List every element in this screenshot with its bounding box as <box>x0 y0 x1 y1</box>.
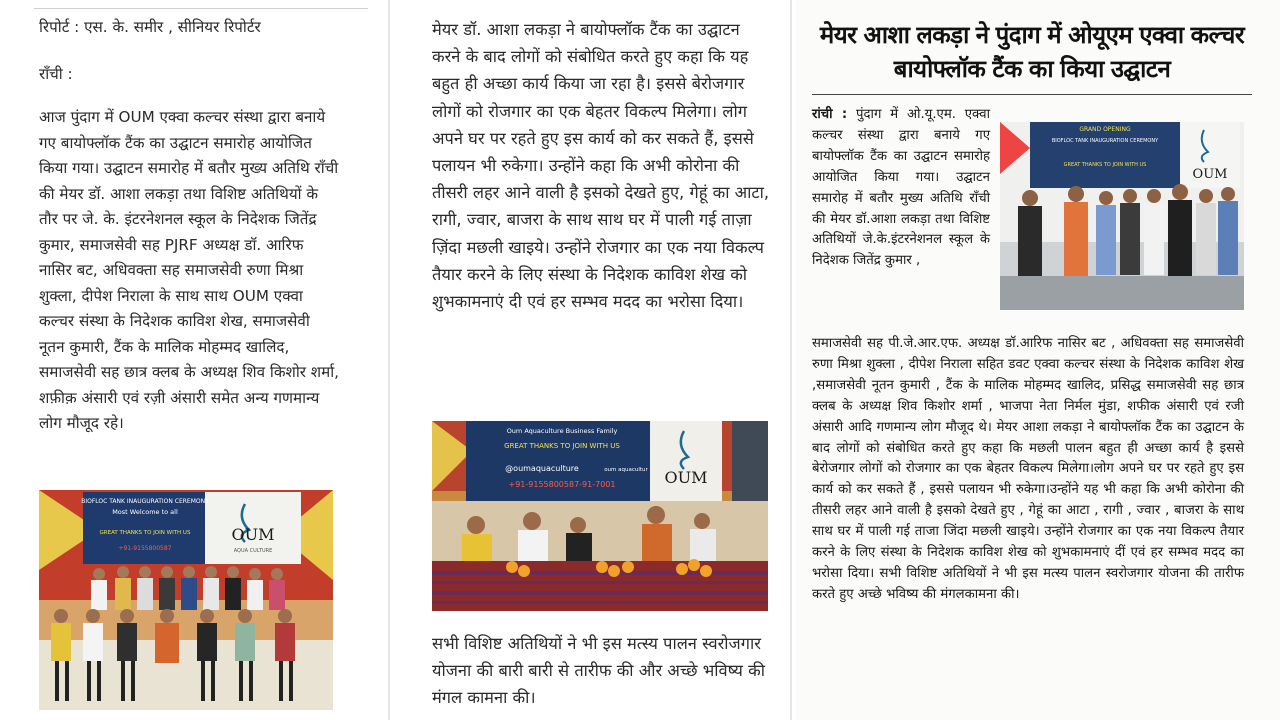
article-body: आज पुंदाग में OUM एक्वा कल्चर संस्था द्वारा बनाये गए बायोफ्लॉक टैंक का उद्घाटन समारोह आयोजित किया गया। उद्घाटन समारोह में बतौर मुख्य अतिथि राँची की मेयर डॉ. आशा लकड़ा तथा विशिष्ट अतिथियों के तौर पर जे. के. इंटरनेशनल स्कूल के निदेशक जितेंद्र कुमार, समाजसेवी सह PJRF अध्यक्ष डॉ. आरिफ नासिर बट, अधिवक्ता सह समाजसेवी रुणा मिश्रा शुक्ला, दीपेश निराला के साथ साथ OUM एक्वा कल्चर संस्था के निदेशक काविश शेख, समाजसेवी नूतन कुमारी, टैंक के मालिक मोहम्मद खालिद, समाजसेवी सह छात्र क्लब के अध्यक्ष शिव किशोर शर्मा, शफ़ीक़ अंसारी एवं रज़ी अंसारी समेत अन्य गणमान्य लोग मौजूद रहे। <box>39 108 339 432</box>
clipping-intro <box>812 105 990 272</box>
banner-line3: GREAT THANKS TO JOIN WITH US <box>99 530 191 536</box>
closing-paragraph: सभी विशिष्ट अतिथियों ने भी इस मत्स्य पालन स्वरोजगार योजना की बारी बारी से तारीफ की और अच्छे भविष्य की मंगल कामना की। <box>432 634 765 708</box>
dateline: राँची : <box>39 65 73 83</box>
banner-phone: +91-9155800587 <box>118 545 172 552</box>
banner-handle: @oumaquaculture <box>505 464 579 473</box>
banner-line1: Oum Aquaculture Business Family <box>506 427 618 435</box>
oum-logo: OUM <box>231 525 275 544</box>
headline-rule <box>812 94 1252 95</box>
banner-line1: GRAND OPENING <box>1079 126 1131 133</box>
left-article-column <box>0 0 388 720</box>
column-divider <box>790 0 792 720</box>
clipping-photo <box>1000 122 1244 310</box>
banner-phone: +91-9155800587-91-7001 <box>508 480 616 489</box>
byline: रिपोर्ट : एस. के. समीर , सीनियर रिपोर्टर <box>39 18 261 36</box>
middle-article-column <box>392 0 790 720</box>
banner-line3: GREAT THANKS TO JOIN WITH US <box>1063 162 1147 168</box>
oum-logo: OUM <box>1192 167 1228 182</box>
banner-line1: BIOFLOC TANK INAUGURATION CEREMONY <box>81 498 209 505</box>
clipping-dateline: रांची : <box>812 107 848 122</box>
event-group-photo <box>39 490 333 710</box>
clipping-body: समाजसेवी सह पी.जे.आर.एफ. अध्यक्ष डॉ.आरिफ नासिर बट , अधिवक्ता सह समाजसेवी रुणा मिश्रा शुक्ला , दीपेश निराला सहित डवट एक्वा कल्चर संस्था के निदेशक काविश शेख ,समाजसेवी नूतन कुमारी , टैंक के मालिक मोहम्मद खालिद, प्रसिद्ध समाजसेवी सह छात्र क्लब के अध्यक्ष शिव किशोर शर्मा , भाजपा नेता निर्मल मुंडा, शफीक अंसारी एवं रजी अंसारी आदि गणमान्य लोग मौजूद थे। मेयर आशा लकड़ा ने बायोफ्लॉक टैंक का उद्घाटन के बाद लोगों को संबोधित करते हुए कहा कि मछली पालन बहुत ही अच्छा कार्य है इससे बेरोजगार लोगों को रोजगार का एक बेहतर विकल्प मिलेगा।लोग अपने घर पर रहते हुए इस कार्य को कर सकते हैं , इससे पलायन भी रुकेगा।उन्होंने यह भी कहा कि अभी कोरोना की तीसरी लहर आने वाली है इसको देखते हुए , गेहूं का आटा , रागी , ज्वार , बाजरा के साथ साथ घर में पाली गई ताजा जिंदा मछली खाइये। उन्होंने रोजगार का एक नया विकल्प तैयार करने के लिए संस्था के निदेशक काविश शेख को शुभकामनाएं दीं एवं हर सम्भव मदद का भरोसा दिया। सभी विशिष्ट अतिथियों ने भी इस मत्स्य पालन स्वरोजगार योजना की तारीफ करते हुए अच्छे भविष्य की मंगलकामना की। <box>812 336 1244 602</box>
banner-line2: GREAT THANKS TO JOIN WITH US <box>504 442 620 450</box>
clipping-intro-text: पुंदाग में ओ.यू.एम. एक्वा कल्चर संस्था द्वारा बनाये गए बायोफ्लॉक टैंक का उद्घाटन समारोह आयोजित किया गया। उद्घाटन समारोह में बतौर मुख्य अतिथि राँची की मेयर डॉ.आशा लकड़ा तथा विशिष्ट अतिथियों जे.के.इंटरनेशनल स्कूल के निदेशक जितेंद्र कुमार , <box>812 107 990 269</box>
top-divider <box>34 8 368 9</box>
banner-line2: Most Welcome to all <box>112 508 178 516</box>
column-divider <box>388 0 390 720</box>
oum-logo: OUM <box>664 468 708 487</box>
article-body: मेयर डॉ. आशा लकड़ा ने बायोफ्लॉक टैंक का उद्घाटन करने के बाद लोगों को संबोधित करते हुए कहा कि यह बहुत ही अच्छा कार्य किया जा रहा है। इससे बेरोजगार लोगों को रोजगार का एक बेहतर विकल्प मिलेगा। लोग अपने घर पर रहते हुए इस कार्य को कर सकते हैं, इससे पलायन भी रुकेगा। उन्होंने कहा कि अभी कोरोना की तीसरी लहर आने वाली है इसको देखते हुए, गेहूं का आटा, रागी, ज्वार, बाजरा के साथ साथ घर में पाली गई ताज़ा ज़िंदा मछली खाइये। उन्होंने रोजगार का एक नया विकल्प तैयार करने के लिए संस्था के निदेशक काविश शेख को शुभकामनाएं दी एवं हर सम्भव मदद का भरोसा दिया। <box>432 20 770 312</box>
oum-logo-sub: AQUA CULTURE <box>233 548 273 554</box>
banner-line2: BIOFLOC TANK INAUGURATION CEREMONY <box>1051 138 1159 144</box>
stage-photo <box>432 421 768 611</box>
clipping-headline: मेयर आशा लकड़ा ने पुंदाग में ओयूएम एक्वा कल्चर बायोफ्लॉक टैंक का किया उद्घाटन <box>819 21 1245 83</box>
banner-handle2: oum aquacultur <box>604 467 648 473</box>
